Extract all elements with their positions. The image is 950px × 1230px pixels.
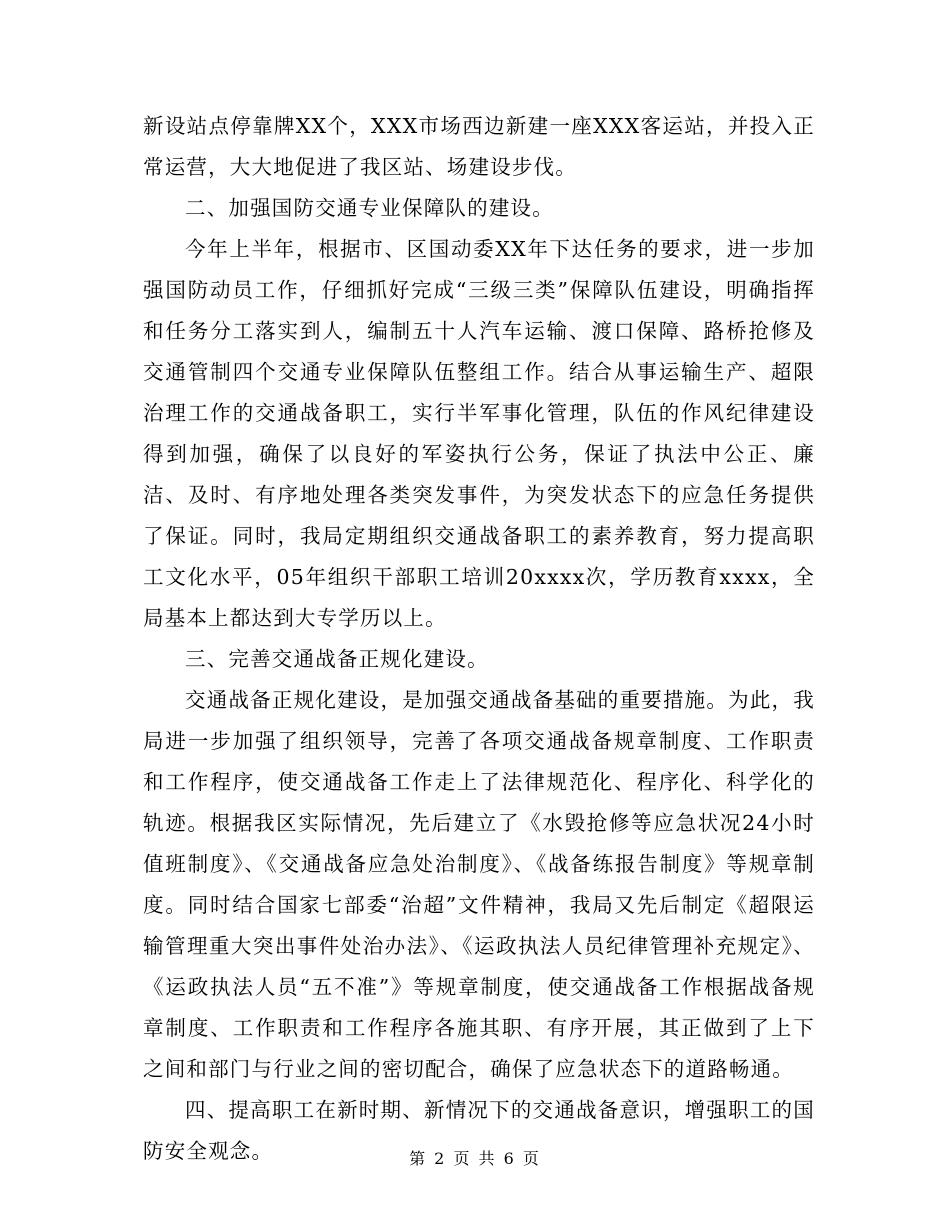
paragraph-continuation: 新设站点停靠牌XX个，XXX市场西边新建一座XXX客运站，并投入正常运营，大大地促进了我区站、场建设步伐。 (143, 114, 815, 179)
page-number-footer: 第 2 页 共 6 页 (409, 1149, 541, 1168)
section-heading-4: 四、提高职工在新时期、新情况下的交通战备意识，增强职工的国防安全观念。 (143, 1098, 815, 1163)
document-body (143, 106, 815, 1172)
paragraph-defense-team: 今年上半年，根据市、区国动委XX年下达任务的要求，进一步加强国防动员工作，仔细抓好完成“三级三类”保障队伍建设，明确指挥和任务分工落实到人，编制五十人汽车运输、渡口保障、路桥抢修及交通管制四个交通专业保障队伍整组工作。结合从事运输生产、超限治理工作的交通战备职工，实行半军事化管理，队伍的作风纪律建设得到加强，确保了以良好的军姿执行公务，保证了执法中公正、廉洁、及时、有序地处理各类突发事件，为突发状态下的应急任务提供了保证。同时，我局定期组织交通战备职工的素养教育，努力提高职工文化水平，05年组织干部职工培训20xxxx次，学历教育xxxx，全局基本上都达到大专学历以上。 (143, 237, 815, 630)
section-heading-3: 三、完善交通战备正规化建设。 (185, 647, 489, 671)
paragraph-standardization: 交通战备正规化建设，是加强交通战备基础的重要措施。为此，我局进一步加强了组织领导，完善了各项交通战备规章制度、工作职责和工作程序，使交通战备工作走上了法律规范化、程序化、科学化的轨迹。根据我区实际情况，先后建立了《水毁抢修等应急状况24小时值班制度》、《交通战备应急处治制度》、《战备练报告制度》等规章制度。同时结合国家七部委“治超”文件精神，我局又先后制定《超限运输管理重大突出事件处治办法》、《运政执法人员纪律管理补充规定》、《运政执法人员“五不准”》等规章制度，使交通战备工作根据战备规章制度、工作职责和工作程序各施其职、有序开展，其正做到了上下之间和部门与行业之间的密切配合，确保了应急状态下的道路畅通。 (143, 688, 815, 1081)
section-heading-2: 二、加强国防交通专业保障队的建设。 (185, 196, 554, 220)
